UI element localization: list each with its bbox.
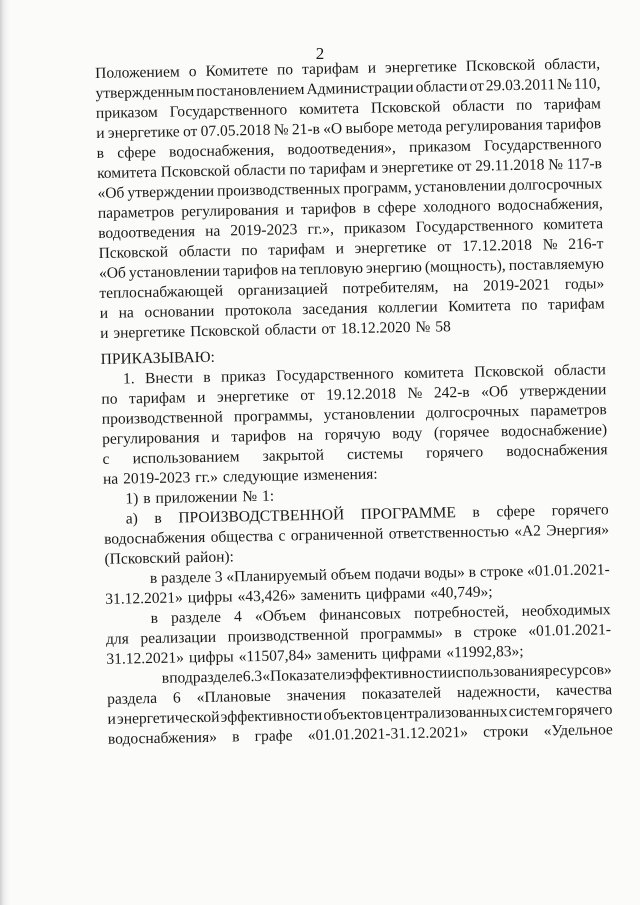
word: потребителям, [342, 278, 439, 298]
word: в [161, 669, 170, 687]
word: в [362, 199, 371, 217]
word: ограниченной [290, 525, 384, 545]
word: раздела [107, 689, 158, 708]
word: программ, [343, 178, 412, 198]
word: постановлением [196, 80, 305, 101]
word: долгосрочных [425, 402, 520, 422]
word: на [297, 426, 314, 445]
word: Псковской [160, 162, 231, 181]
word: области [415, 77, 468, 96]
word: области, [544, 55, 601, 74]
word: в [203, 368, 211, 386]
word: гг.», [307, 220, 335, 238]
word: Положением [95, 63, 180, 82]
word: на [118, 304, 134, 322]
word: организацией [237, 280, 329, 300]
word: комитета [543, 215, 604, 234]
word: эффективности [345, 664, 448, 684]
word: области [452, 97, 505, 116]
word: 6 [172, 689, 181, 707]
word: тарифов [231, 427, 287, 446]
word: горячую [324, 425, 381, 444]
word: от [436, 238, 452, 256]
word: сфере [117, 143, 157, 162]
word: 21-в [291, 120, 321, 139]
scan-edge [0, 0, 10, 905]
word: области [233, 161, 286, 180]
word: холодного [423, 197, 491, 216]
word: на [204, 222, 221, 240]
word: № [542, 236, 558, 254]
word: энергетике [354, 238, 427, 258]
word: «40,749»; [429, 583, 493, 602]
word: Энергия» [546, 521, 610, 540]
word: «11507,84» [238, 646, 312, 666]
word: тепловую [299, 259, 364, 279]
word: тарифов [222, 261, 279, 280]
word: водоотведения», [287, 139, 397, 159]
word: Псковской [189, 321, 260, 341]
word: горячего [551, 501, 609, 520]
word: системы [346, 445, 404, 464]
word: приказом [343, 219, 406, 238]
word: 58 [435, 318, 451, 336]
word: 2019-2021 [482, 276, 551, 295]
word: поставляемую [508, 255, 605, 275]
word: 18.12.2020 [340, 318, 411, 338]
word: «Показатели [262, 666, 346, 685]
word: разделе [170, 608, 222, 627]
word: и [285, 201, 295, 219]
word: в [468, 563, 477, 581]
word: о [188, 63, 197, 81]
word: Комитета [448, 297, 511, 316]
word: значения [286, 686, 346, 705]
document-body [95, 54, 613, 750]
word: гг.» [195, 468, 219, 487]
word: основании [144, 302, 215, 322]
word: необходимых [521, 601, 611, 620]
word: 6.3 [242, 667, 263, 686]
word: установлении [323, 404, 415, 424]
word: 3 [214, 568, 223, 586]
word: цифрами [381, 644, 442, 663]
word: 2019-2023 [230, 221, 298, 240]
word: Псковской [370, 98, 441, 117]
word: реализации [140, 628, 217, 648]
word: ПРОИЗВОДСТВЕННОЙ [178, 506, 345, 527]
word: водоснабжение) [500, 421, 608, 441]
word: в [454, 624, 462, 642]
word: горячего [426, 443, 484, 462]
word: метода [396, 118, 443, 137]
word: от [457, 157, 472, 176]
word: общества [210, 527, 274, 546]
word: ПРОГРАММЕ [360, 504, 457, 523]
word: разделе [160, 568, 212, 587]
word: комитета [403, 363, 464, 383]
word: качества [555, 681, 613, 700]
word: тарифов [545, 115, 602, 134]
word: в [149, 569, 158, 588]
word: энергию [365, 258, 422, 277]
word: коллегии [377, 298, 438, 317]
word: потребностей, [414, 603, 509, 622]
word: использования [447, 662, 545, 682]
word: и [100, 324, 109, 342]
word: объектов [323, 705, 383, 724]
word: водоснабжения» [107, 728, 218, 748]
word: Псковской [98, 243, 169, 262]
word: подачи [374, 564, 421, 583]
word: водоснабжения [506, 441, 608, 461]
word: в [472, 503, 480, 521]
word: водоснабжения [103, 528, 206, 548]
word: «О [323, 120, 343, 138]
word: водоснабжения, [497, 195, 603, 215]
word: закрытой [262, 446, 325, 465]
word: программы» [360, 624, 444, 644]
word: и [107, 710, 117, 728]
word: (Псковский [104, 549, 181, 568]
word: производственной [227, 626, 349, 646]
word: тарифам [544, 95, 601, 114]
word: годы» [564, 275, 605, 294]
word: а) [125, 510, 138, 528]
word: по [241, 241, 258, 260]
word: энергетике [107, 123, 180, 142]
word: в [231, 728, 240, 746]
word: «А2 [514, 522, 542, 541]
word: воды» [424, 563, 466, 582]
word: «01.01.2021- [526, 561, 610, 580]
word: тарифов [300, 200, 357, 219]
word: тарифам [309, 159, 367, 178]
word: с [278, 527, 286, 545]
word: Администрации [306, 78, 414, 98]
word: «Объем [254, 607, 307, 626]
word: строке [479, 562, 524, 581]
word: области [178, 242, 231, 261]
word: надежности, [456, 682, 541, 702]
word: приказ [220, 367, 266, 386]
word: заменить [316, 645, 378, 664]
word: (горячее [433, 423, 490, 442]
word: параметров [97, 203, 175, 222]
word: от [182, 123, 198, 141]
word: области [264, 320, 317, 339]
word: «11992,83»; [446, 642, 524, 662]
word: 242-в [433, 383, 470, 402]
word: следующие [222, 467, 299, 486]
word: протокола [224, 301, 292, 320]
word: показателей [361, 684, 442, 703]
word: 1: [261, 487, 275, 505]
word: комитета [299, 99, 360, 119]
word: № [242, 487, 258, 506]
word: сфере [496, 502, 536, 521]
word: «01.01.2021- [528, 621, 612, 640]
word: 07.05.2018 [200, 121, 271, 140]
word: изменения: [303, 465, 378, 485]
word: приложении [155, 488, 238, 507]
word: производственных [217, 180, 341, 200]
word: водоотведения [98, 223, 196, 242]
word: цифры [187, 588, 233, 607]
word: на [280, 261, 297, 279]
word: и [367, 59, 377, 77]
word: ресурсов» [544, 661, 612, 680]
word: тарифам [128, 389, 186, 408]
word: 1. [122, 370, 135, 388]
word: графе [254, 727, 293, 746]
word: тарифам [301, 59, 359, 79]
word: 29.11.2018 [475, 156, 545, 175]
word: 216-т [568, 235, 604, 253]
page-number: 2 [315, 44, 325, 63]
word: Государственного [275, 365, 394, 385]
word: заседания [302, 299, 368, 319]
word: по [516, 96, 533, 114]
word: ответственностью [388, 523, 510, 543]
word: 4 [233, 608, 242, 626]
word: программы, [233, 406, 313, 426]
word: «43,426» [237, 587, 296, 606]
word: теплоснабжающей [99, 282, 224, 302]
word: 2019-2023 [122, 469, 191, 488]
word: энергетике [216, 387, 289, 406]
word: «Об [97, 184, 125, 202]
word: Государственного [415, 216, 534, 236]
word: по [276, 61, 294, 79]
word: установлении [414, 177, 506, 196]
word: строке [473, 623, 517, 641]
word: Псковской [465, 56, 536, 75]
word: 110, [573, 75, 601, 93]
word: комитета [96, 163, 158, 182]
word: «Об [98, 264, 127, 282]
word: энергетике [113, 323, 186, 342]
word: № [407, 384, 423, 403]
word: утвержденным [95, 83, 195, 102]
word: на [102, 470, 119, 488]
word: регулирования [445, 116, 543, 136]
word: и [99, 304, 109, 322]
word: в [143, 490, 151, 508]
word: от [469, 77, 484, 95]
word: заменить [300, 585, 361, 605]
word: ПРИКАЗЫВАЮ: [100, 348, 216, 368]
word: и [369, 159, 379, 177]
word: на [452, 277, 469, 296]
word: 19.12.2018 [326, 385, 397, 404]
word: систем [508, 702, 555, 721]
word: в [96, 144, 105, 162]
word: по [289, 160, 306, 179]
word: и [197, 388, 206, 407]
word: район): [185, 548, 235, 567]
word: «Плановые [196, 687, 272, 707]
word: водоснабжения, [168, 141, 275, 161]
word: эффективности [220, 706, 323, 726]
word: объем [330, 565, 371, 584]
word: и [96, 124, 105, 142]
word: № [273, 121, 289, 139]
word: параметров [530, 401, 607, 420]
word: энергетике [384, 58, 457, 77]
word: тарифам [268, 240, 326, 259]
word: в [150, 609, 159, 628]
word: цифрами [365, 584, 426, 603]
word: цифры [188, 648, 234, 667]
word: Комитете [205, 61, 269, 80]
word: и [211, 428, 220, 446]
word: энергетике [381, 158, 454, 177]
word: воду [391, 424, 423, 443]
word: централизованных [383, 703, 508, 723]
word: Государственного [169, 101, 288, 121]
word: долгосрочных [508, 175, 603, 195]
word: производственной [101, 408, 223, 428]
word: по [101, 390, 118, 408]
word: «Удельное [543, 721, 614, 740]
word: в [154, 509, 162, 527]
word: 117-в [566, 155, 603, 173]
word: с [102, 450, 110, 468]
word: 31.12.2021» [105, 589, 183, 608]
word: «01.01.2021-31.12.2021» [307, 723, 469, 745]
word: использованием [132, 448, 240, 468]
word: № [415, 318, 431, 336]
word: 17.12.2018 [462, 236, 533, 255]
word: строки [483, 722, 529, 741]
word: (мощность), [424, 257, 506, 276]
word: подразделе [169, 668, 243, 687]
word: для [105, 630, 129, 648]
word: от [300, 386, 315, 405]
word: приказом [408, 137, 472, 156]
word: и [335, 240, 345, 258]
word: приказом [95, 103, 158, 122]
word: «Планируемый [226, 566, 328, 586]
word: области [553, 361, 607, 380]
word: энергетической [116, 708, 220, 728]
word: Государственного [483, 135, 602, 155]
word: горячего [555, 701, 613, 720]
word: 1) [125, 490, 139, 508]
word: выборе [345, 119, 394, 138]
word: регулирования [102, 429, 200, 448]
word: сфере [377, 198, 417, 217]
word: по [521, 296, 538, 314]
word: 31.12.2021» [106, 649, 185, 668]
word: утверждении [519, 381, 607, 400]
word: Внести [144, 369, 194, 388]
word: Псковской [474, 362, 544, 381]
word: регулирования [181, 201, 279, 221]
word: финансовых [318, 605, 402, 624]
word: от [321, 320, 336, 338]
word: «Об [480, 383, 509, 401]
word: тарифам [547, 295, 605, 314]
word: № [556, 75, 573, 94]
word: установлении [128, 262, 221, 282]
word: 29.03.2011 [485, 76, 556, 95]
word: утверждении [127, 182, 215, 202]
word: № [548, 156, 564, 174]
